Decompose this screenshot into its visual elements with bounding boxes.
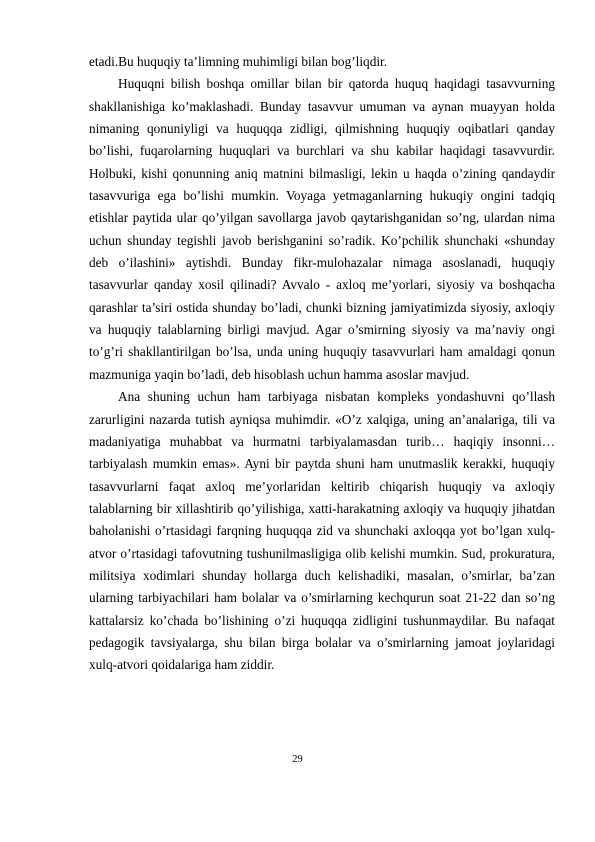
paragraph-complex-approach: Ana shuning uchun ham tarbiyaga nisbatan kompleks yondashuvni qo’llash zarurligini nazarda tutish ayniqsa muhimdir. «O’z xalqiga, uning an’analariga, tili va madaniyatiga muhabbat va hurmatni tarbiyalamasdan turib… haqiqiy insonni… tarbiyalash mumkin emas». Ayni bir paytda shuni ham unutmaslik kerakki, huquqiy tasavvurlarni faqat axloq me’yorlaridan keltirib chiqarish huquqiy va axloqiy talablarning bir xillashtirib qo’yilishiga, xatti-harakatning axloqiy va huquqiy jihatdan baholanishi o’rtasidagi farqning huquqqa zid va shunchaki axloqqa yot bo’lgan xulq-atvor o’rtasidagi tafovutning tushunilmasligiga olib kelishi mumkin. Sud, prokuratura, militsiya xodimlari shunday hollarga duch kelishadiki, masalan, o’smirlar, ba’zan ularning tarbiyachilari ham bolalar va o’smirlarning kechqurun soat 21-22 dan so’ng kattalarsiz ko’chada bo’lishining o’zi huquqqa zidligini tushunmaydilar. Bu nafaqat pedagogik tavsiyalarga, shu bilan birga bolalar va o’smirlarning jamoat joylaridagi xulq-atvori qoidalariga ham ziddir. (89, 389, 555, 673)
document-page (89, 51, 555, 677)
page-number: 29 (292, 754, 303, 765)
paragraph-legal-knowledge: Huquqni bilish boshqa omillar bilan bir qatorda huquq haqidagi tasavvurning shakllanishiga ko’maklashadi. Bunday tasavvur umuman va aynan muayyan holda nimaning qonuniyligi va huquqqa zidligi, qilmishning huquqiy oqibatlari qanday bo’lishi, fuqarolarning huquqlari va burchlari va shu kabilar haqidagi tasavvurdir. Holbuki, kishi qonunning aniq matnini bilmasligi, lekin u haqda o’zining qandaydir tasavvuriga ega bo’lishi mumkin. Voyaga yetmaganlarning hukuqiy ongini tadqiq etishlar paytida ular qo’yilgan savollarga javob qaytarishganidan so’ng, ulardan nima uchun shunday tegishli javob berishganini so’radik. Ko’pchilik shunchaki «shunday deb o’ilashini» aytishdi. Bunday fikr-mulohazalar nimaga asoslanadi, huquqiy tasavvurlar qanday xosil qilinadi? Avvalo - axloq me’yorlari, siyosiy va boshqacha qarashlar ta’siri ostida shunday bo’ladi, chunki bizning jamiyatimizda siyosiy, axloqiy va huquqiy talablarning birligi mavjud. Agar o’smirning siyosiy va ma’naviy ongi to’g’ri shakllantirilgan bo’lsa, unda uning huquqiy tasavvurlari ham amaldagi qonun mazmuniga yaqin bo’ladi, deb hisoblash uchun hamma asoslar mavjud. (89, 76, 555, 382)
paragraph-continuation: etadi.Bu huquqiy ta’limning muhimligi bilan bog’liqdir. (89, 54, 388, 69)
